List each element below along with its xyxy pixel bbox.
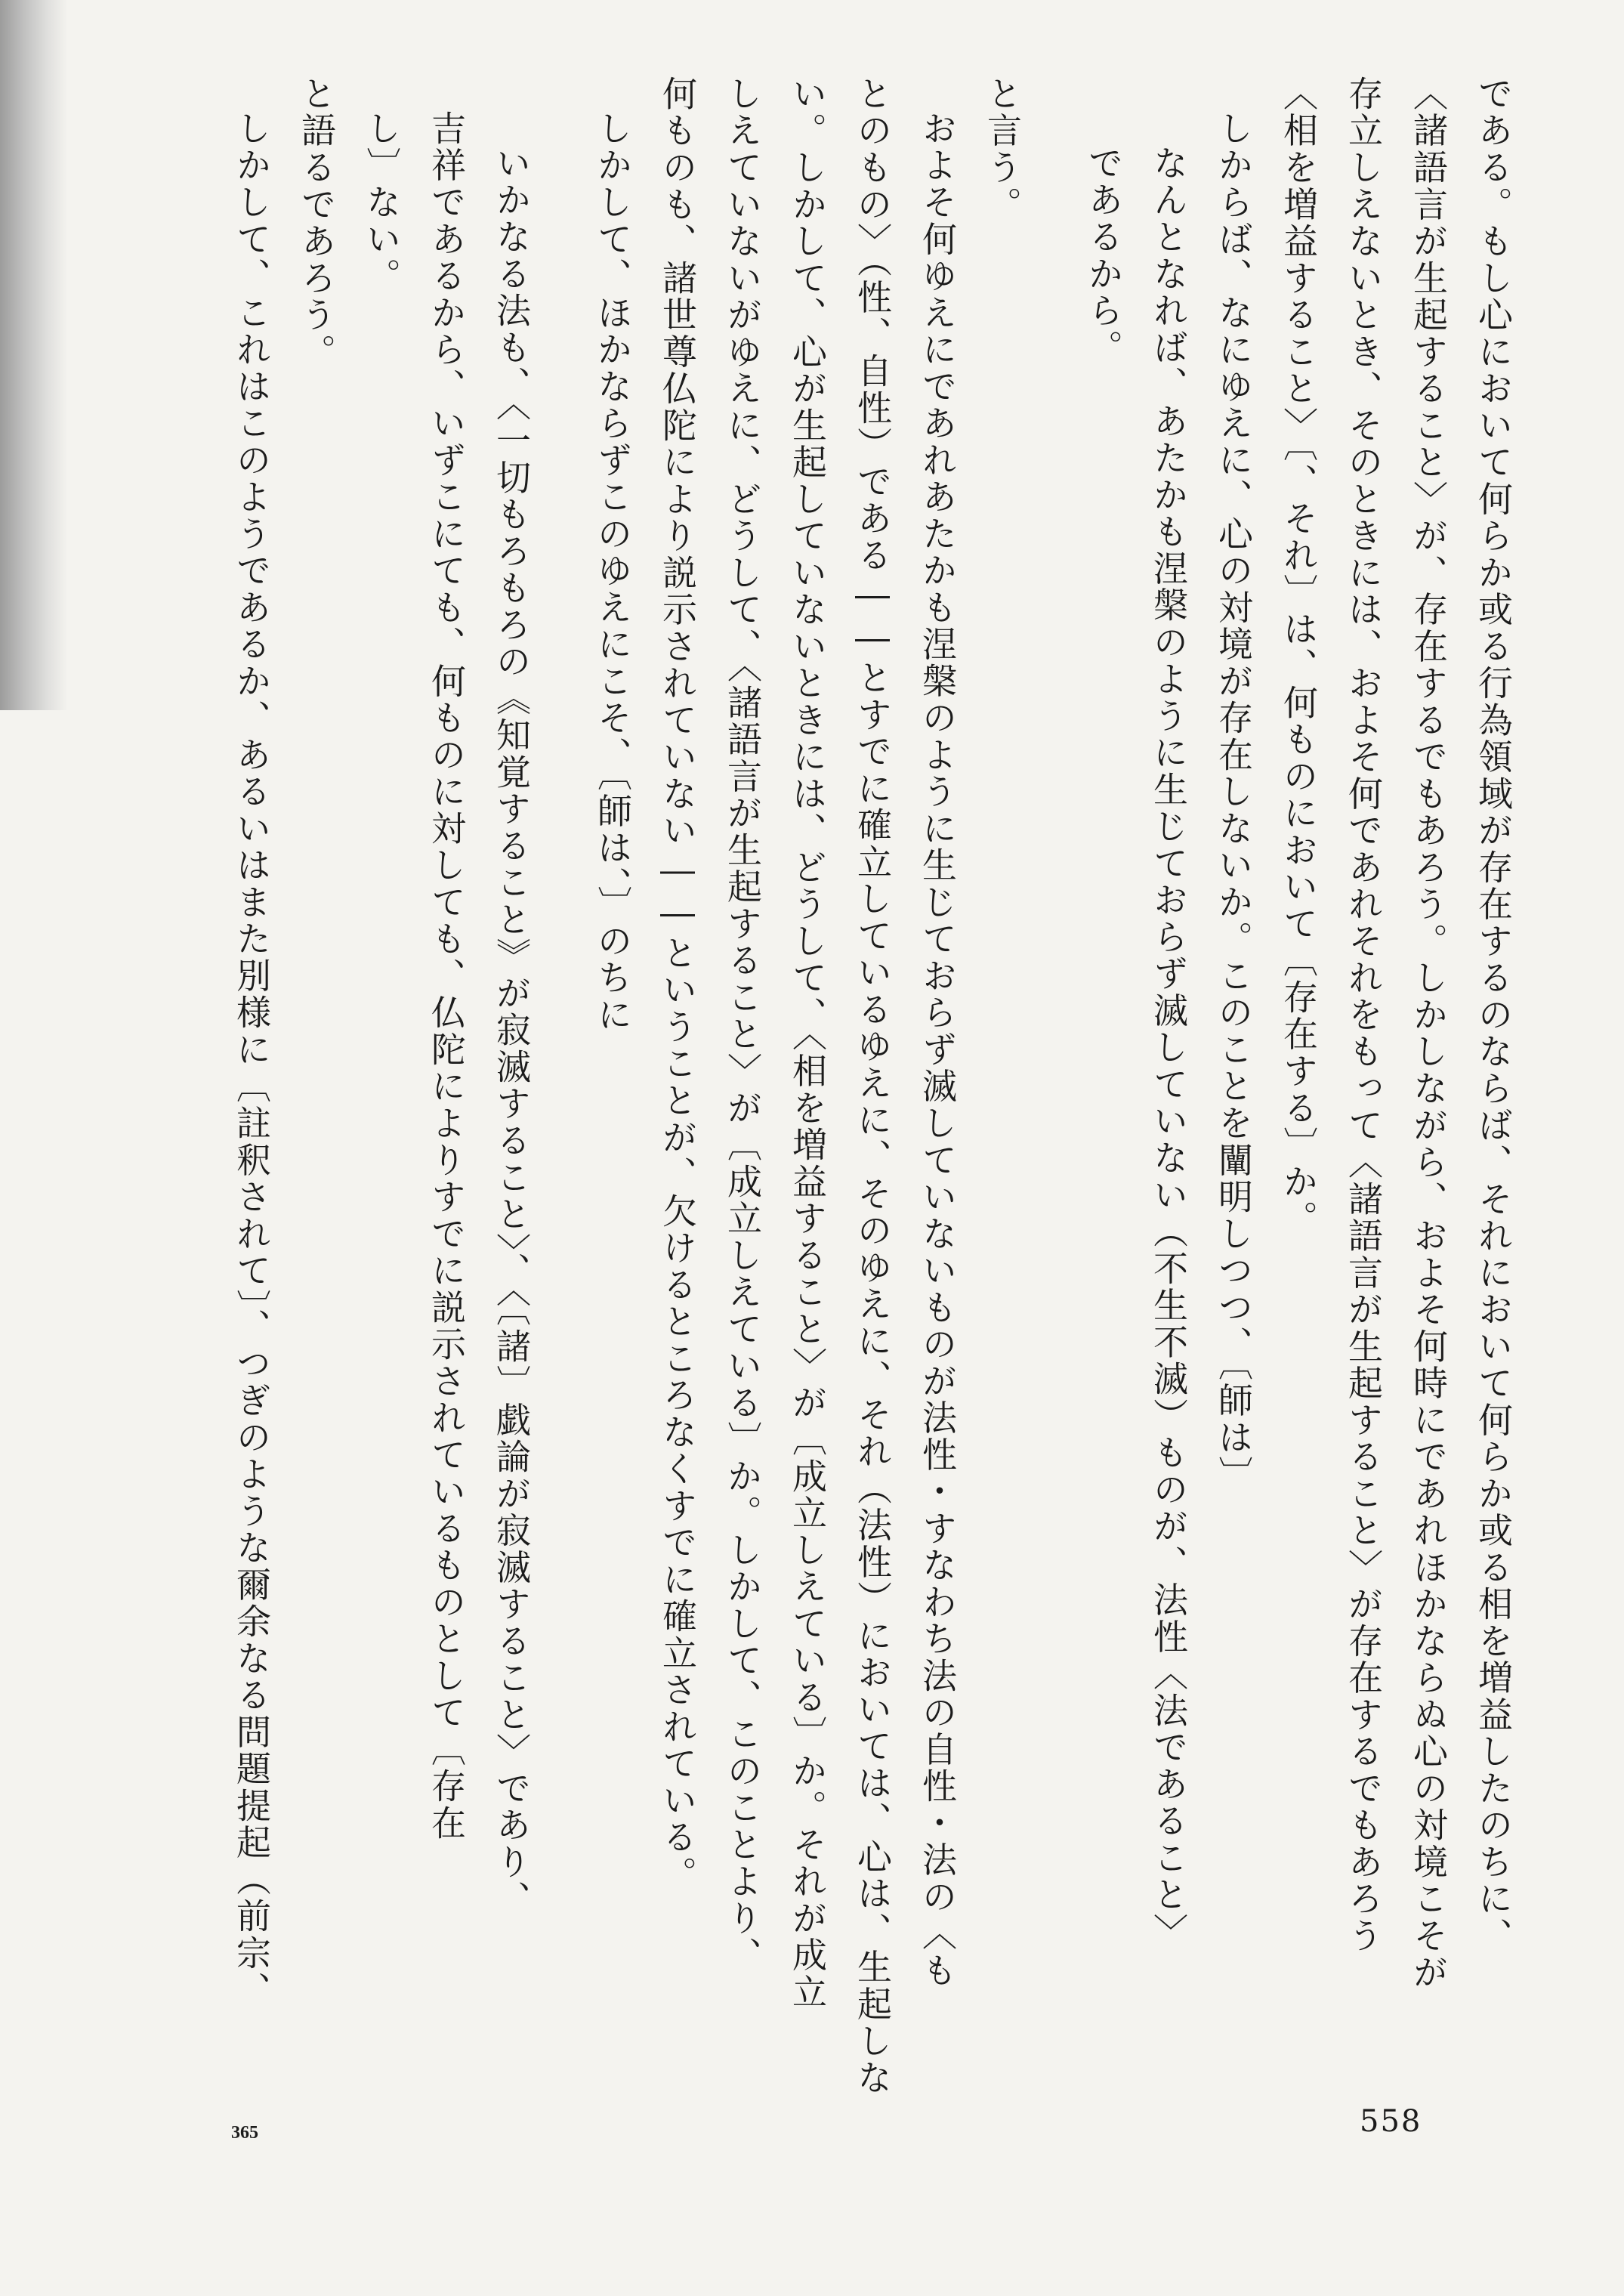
verse-column: なんとなれば、あたかも涅槃のように生じておらず滅していない（不生不滅）ものが、法性〈法であること〉: [1148, 145, 1189, 1951]
text-column: 〈相を増益すること〉〔、それ〕は、何ものにおいて〔存在する〕か。: [1278, 76, 1319, 1238]
text-column: しからば、なにゆえに、心の対境が存在しないか。このことを闡明しつつ、〔師は〕: [1213, 110, 1254, 1493]
verse-column: し〕ない。: [361, 110, 402, 295]
text-column: しかして、ほかならずこのゆえにこそ、〔師は、〕のちに: [592, 110, 633, 1034]
text-column: およそ何ゆえにであれあたかも涅槃のように生じておらず滅していないものが法性・すなわち法の自性・法の〈も: [917, 110, 958, 1989]
text-column: とのもの〉（性、自性）である――とすでに確立しているゆえに、そのゆえに、それ（法性）においては、心は、生起しな: [852, 76, 893, 2097]
verse-column: であるから。: [1083, 145, 1124, 366]
text-column: 存立しえないとき、そのときには、およそ何であれそれをもって〈諸語言が生起すること〉が存在するでもあろう: [1343, 76, 1384, 1955]
text-column: と言う。: [982, 76, 1023, 224]
text-column: しかして、これはこのようであるか、あるいはまた別様に〔註釈されて〕、つぎのような爾余なる問題提起（前宗、: [231, 110, 272, 2009]
text-column: と語るであろう。: [296, 76, 337, 371]
verse-column: 吉祥であるから、いずこにても、何ものに対しても、仏陀によりすでに説示されているものとして〔存在: [426, 110, 467, 1842]
verse-column: いかなる法も、〈一切もろもろの《知覚すること》が寂滅すること〉、〈〔諸〕戯論が寂滅すること〉であり、: [491, 145, 532, 1917]
vertical-text-body: [227, 76, 1526, 2176]
text-column: 〈諸語言が生起すること〉が、存在するでもあろう。しかしながら、およそ何時にであれほかならぬ心の対境こそが: [1408, 76, 1449, 1992]
text-column: である。もし心において何らか或る行為領域が存在するのならば、それにおいて何らか或る相を増益したのちに、: [1473, 76, 1514, 1955]
stamp-number: 365: [231, 2123, 258, 2143]
page-number: 558: [1360, 2104, 1422, 2139]
binding-shadow: [0, 0, 68, 710]
text-column: しえていないがゆえに、どうして、〈諸語言が生起すること〉が〔成立しえている〕か。しかして、このことより、: [722, 76, 763, 1974]
text-column: 何ものも、諸世尊仏陀により説示されていない――ということが、欠けるところなくすでに確立されている。: [657, 76, 698, 1893]
text-column: い。しかして、心が生起していないときには、どうして、〈相を増益すること〉が〔成立しえている〕か。それが成立: [787, 76, 828, 2011]
